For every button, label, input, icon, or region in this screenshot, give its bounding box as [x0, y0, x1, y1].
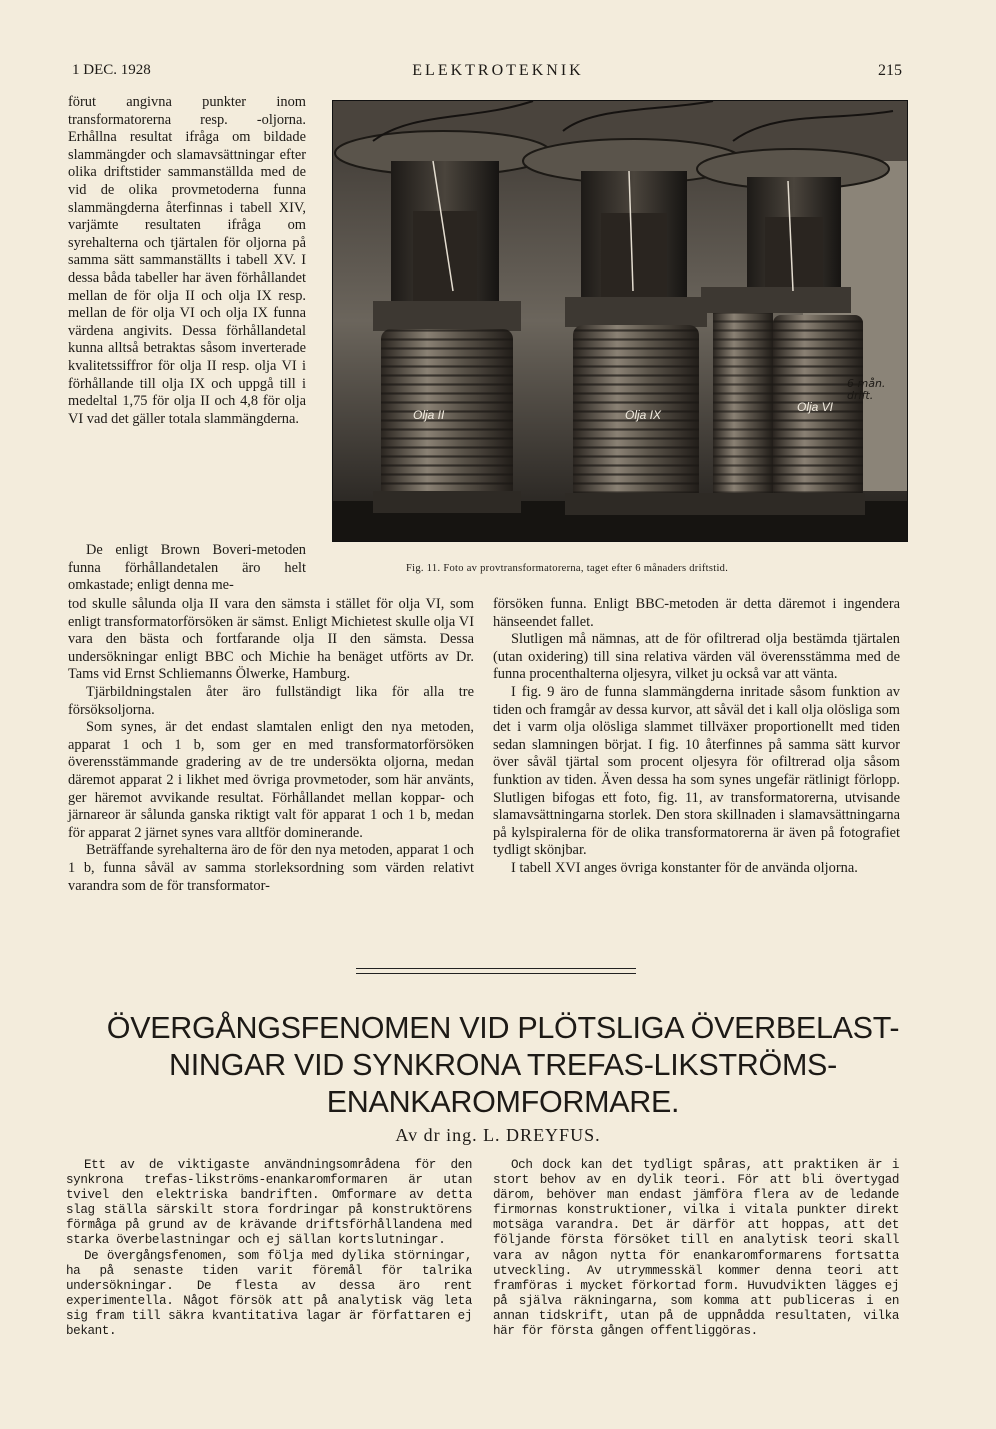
- photo-label-olja-2: Olja II: [413, 408, 445, 422]
- article-paragraph: Och dock kan det tydligt spåras, att praktiken är i stort behov av en dylik teori. För att bli övertygad därom, behöver man endast jämföra flera av de ledande firmornas konstruktioner, vilka i vitala punkter direkt motsäga varandra. Det är därför att hoppas, att det följande första försöket till en analytisk teori skall vara av någon nytta för enankaromformarens fortsatta utveckling. Av utrymmesskäl kommer denna teori att framföras i mycket förkortad form. Huvudvikten lägges ej på själva räkningarna, som komma att publiceras i en annan tidskrift, utan på de uppnådda resultaten, vilka här för första gången offentliggöras.: [493, 1158, 899, 1339]
- article-title: [90, 1010, 916, 1121]
- left-paragraph: tod skulle sålunda olja II vara den sämsta i stället för olja VI, som enligt transformatorförsöken är sämst. Enligt Michietest skulle olja VI vara den bästa och fortfarande olja II den sämsta. Dessa undersökningar enligt BBC och Michie ha benäget utförts av Dr. Tams vid Ernst Schliemanns Ölwerke, Hamburg.: [68, 596, 474, 683]
- article-right-column: [493, 1158, 899, 1339]
- section-divider: [356, 973, 636, 975]
- article-title-line: ENANKAROMFORMARE.: [326, 1085, 680, 1119]
- transformer-photo-image: [333, 101, 907, 541]
- photo-handwritten-note: 6 mån.: [847, 377, 886, 390]
- right-paragraph: försöken funna. Enligt BBC-metoden är detta däremot i ingendera hänseendet fallet.: [493, 596, 900, 630]
- article-byline: Av dr ing. L. DREYFUS.: [395, 1125, 601, 1145]
- article-title-line: ÖVERGÅNGSFENOMEN VID PLÖTSLIGA ÖVERBELAST-: [106, 1011, 900, 1045]
- right-paragraph: Slutligen må nämnas, att de för ofiltrerad olja bestämda tjärtalen (utan oxidering) till sina relativa värden väl överensstämma med de funna procenthalterna oljesyra, vilket ju också var att vänta.: [493, 631, 900, 683]
- page-number: 215: [878, 62, 902, 79]
- article-title-line: NINGAR VID SYNKRONA TREFAS-LIKSTRÖMS-: [169, 1048, 837, 1082]
- right-paragraph: I fig. 9 äro de funna slammängderna inritade såsom funktion av tiden och framgår av dessa kurvor, att såväl det i kall olja olösliga som det i varm olja olösliga slammet tillväxer proportionellt med tiden sedan slamningen börjat. I fig. 10 återfinnes på samma sätt kurvor över såväl tjärtal som procent oljesyra för ofiltrerad olja såsom funktion av tiden. Även dessa ha som synes ungefär rätlinigt förlopp. Slutligen bifogas ett foto, fig. 11, av transformatorerna, utvisande slamavsättningarna storlek. Den stora skillnaden i slamavsättningarna på kylspiralerna för de olika transformatorerna är även på fotografiet tydligt skönjbar.: [493, 683, 900, 859]
- transformer-photo: [332, 100, 908, 542]
- narrow-column: [68, 542, 306, 595]
- right-column: [493, 596, 900, 878]
- figure-caption: Fig. 11. Foto av provtransformatorerna, taget efter 6 månaders driftstid.: [406, 563, 729, 574]
- intro-column: [68, 94, 306, 428]
- left-column: [68, 596, 474, 895]
- left-paragraph: Tjärbildningstalen åter äro fullständigt lika för alla tre försöksoljorna.: [68, 683, 474, 718]
- left-paragraph: Beträffande syrehalterna äro de för den nya metoden, apparat 1 och 1 b, funna såväl av samma storleksordning som värden relativt varandra som de för transformator-: [68, 842, 474, 894]
- article-left-column: [66, 1158, 472, 1339]
- photo-handwritten-note-2: drift.: [847, 389, 874, 402]
- journal-title: ELEKTROTEKNIK: [412, 62, 584, 79]
- article-paragraph: De övergångsfenomen, som följa med dylika störningar, ha på senaste tiden varit föremål för talrika undersökningar. De flesta av dessa äro rent experimentella. Något försök att på analytisk väg leta sig fram till säkra kvantitativa lagar är författaren ej bekant.: [66, 1248, 472, 1339]
- intro-paragraph: förut angivna punkter inom transformatorerna resp. -oljorna. Erhållna resultat ifråga om bildade slammängder och slamavsättningar efter olika driftstider sammanställda med de vid de olika provmetoderna funna slammängderna återfinnas i tabell XIV, varjämte resultaten ifråga om syrehalterna och tjärtalen för oljorna på samma sätt sammanställts i tabell XV. I dessa båda tabeller har även förhållandet mellan de för olja II och olja IX resp. mellan de för olja VI och olja IX funna värdena angivits. Dessa förhållandetal kunna alltså betraktas såsom inverterade kvalitetssiffror för olja II resp. olja VI i förhållande till olja IX och uppgå till i medeltal 1,75 för olja II och 4,8 för olja VI vad det gäller totala slammängderna.: [68, 94, 306, 427]
- right-paragraph: I tabell XVI anges övriga konstanter för de använda oljorna.: [511, 859, 858, 876]
- section-divider: [356, 968, 636, 970]
- photo-label-olja-6: Olja VI: [797, 400, 834, 414]
- narrow-paragraph: De enligt Brown Boveri-metoden funna förhållandetalen äro helt omkastade; enligt denna me-: [68, 542, 306, 594]
- left-paragraph: Som synes, är det endast slamtalen enligt den nya metoden, apparat 1 och 1 b, som ger en med transformatorförsöken överensstämmande gradering av de tre undersökta oljorna, medan däremot apparat 2 i likhet med övriga provmetoder, som här använts, ger häremot avvikande resultat. Förhållandet mellan koppar- och järnareor är sålunda ganska riktigt valt för apparat 1 och 1 b, medan för apparat 2 järnet synes vara alltför dominerande.: [68, 719, 474, 841]
- article-paragraph: Ett av de viktigaste användningsområdena för den synkrona trefas-likströms-enankaromformaren är utan tvivel den elektriska bandriften. Omformare av detta slag ställa särskilt stora fordringar på konstruktörens förmåga på grund av de krävande driftsförhållandena med starka överbelastningar och ej sällan kortslutningar.: [66, 1158, 472, 1248]
- issue-date: 1 DEC. 1928: [72, 62, 151, 78]
- photo-label-olja-9: Olja IX: [625, 408, 662, 422]
